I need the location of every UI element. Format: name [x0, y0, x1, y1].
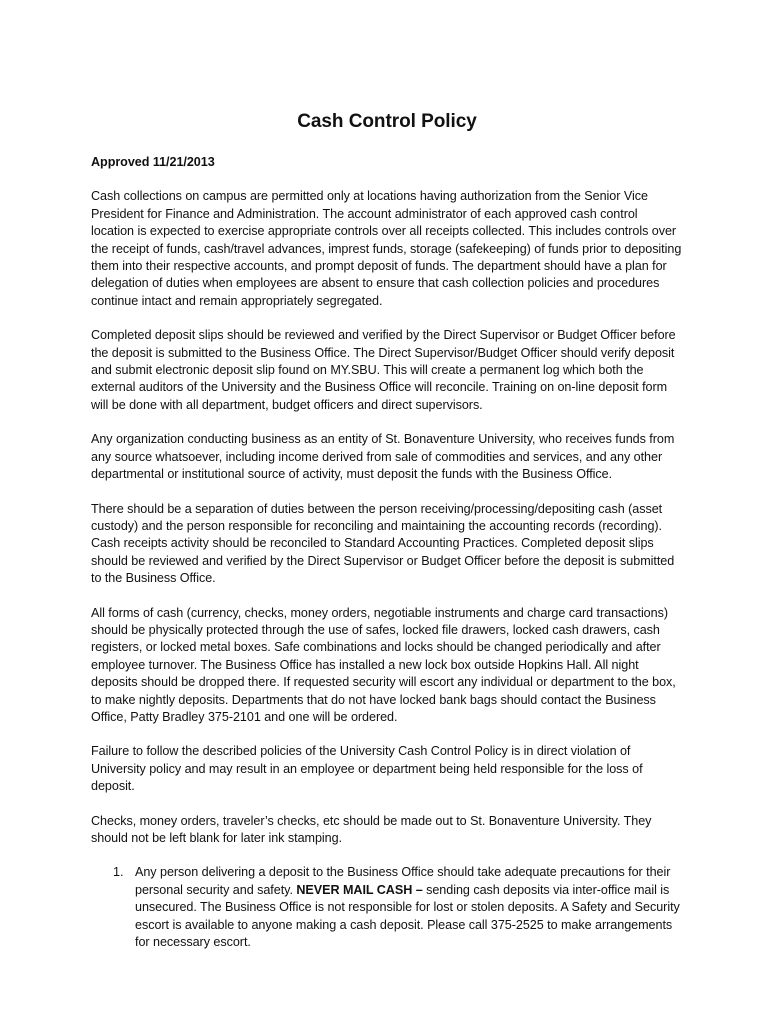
list-item-number: 1.: [113, 865, 124, 880]
document-body: [91, 110, 683, 951]
list-item-text-after: sending cash deposits via inter-office mail is unsecured. The Business Office is not responsible for lost or stolen deposits. A Safety and Security escort is available to anyone making a cash deposit. Please call 375-2525 to make arrangements for necessary escort.: [135, 882, 680, 950]
paragraph-separation-of-duties: There should be a separation of duties between the person receiving/processing/depositing cash (asset custody) and the person responsible for reconciling and maintaining the accounting records (recording). Cash receipts activity should be reconciled to Standard Accounting Practices. Completed deposit slips should be reviewed and verified by the Direct Supervisor or Budget Officer before the deposit is submitted to the Business Office.: [91, 501, 675, 586]
paragraph-organization-deposits: Any organization conducting business as an entity of St. Bonaventure University, who receives funds from any source whatsoever, including income derived from sale of commodities and services, and any other departmental or institutional source of activity, must deposit the funds with the Business Office.: [91, 432, 675, 482]
paragraph-policy-violation: Failure to follow the described policies of the University Cash Control Policy is in direct violation of University policy and may result in an employee or department being held responsible for the loss of deposit.: [91, 744, 643, 794]
list-item-bold-text: NEVER MAIL CASH –: [296, 882, 423, 897]
numbered-list: [91, 864, 683, 951]
paragraph-checks-payee: Checks, money orders, traveler’s checks, etc should be made out to St. Bonaventure University. They should not be left blank for later ink stamping.: [91, 813, 652, 845]
approval-date: Approved 11/21/2013: [91, 155, 215, 169]
document-title: Cash Control Policy: [297, 111, 477, 132]
paragraph-deposit-slips: Completed deposit slips should be reviewed and verified by the Direct Supervisor or Budget Officer before the deposit is submitted to the Business Office. The Direct Supervisor/Budget Officer should verify deposit and submit electronic deposit slip found on MY.SBU. This will create a permanent log which both the external auditors of the University and the Business Office will reconcile. Training on on-line deposit form will be done with all department, budget officers and direct supervisors.: [91, 328, 676, 412]
paragraph-physical-protection: All forms of cash (currency, checks, money orders, negotiable instruments and charge card transactions) should be physically protected through the use of safes, locked file drawers, locked cash drawers, cash registers, or locked metal boxes. Safe combinations and locks should be changed periodically and after employee turnover. The Business Office has installed a new lock box outside Hopkins Hall. All night deposits should be dropped there. If requested security will escort any individual or department to the box, to make nightly deposits. Departments that do not have locked bank bags should contact the Business Office, Patty Bradley 375-2101 and one will be ordered.: [91, 605, 676, 724]
paragraph-authorization: Cash collections on campus are permitted only at locations having authorization from the Senior Vice President for Finance and Administration. The account administrator of each approved cash control location is expected to exercise appropriate controls over all receipts collected. This includes controls over the receipt of funds, cash/travel advances, imprest funds, storage (safekeeping) of funds prior to depositing them into their respective accounts, and prompt deposit of funds. The department should have a plan for delegation of duties when employees are absent to ensure that cash collection policies and procedures continue intact and remain appropriately segregated.: [91, 189, 682, 308]
list-item-text-before: Any person delivering a deposit to the Business Office should take adequate precautions for their personal security and safety.: [135, 865, 671, 897]
list-item: [91, 864, 683, 951]
